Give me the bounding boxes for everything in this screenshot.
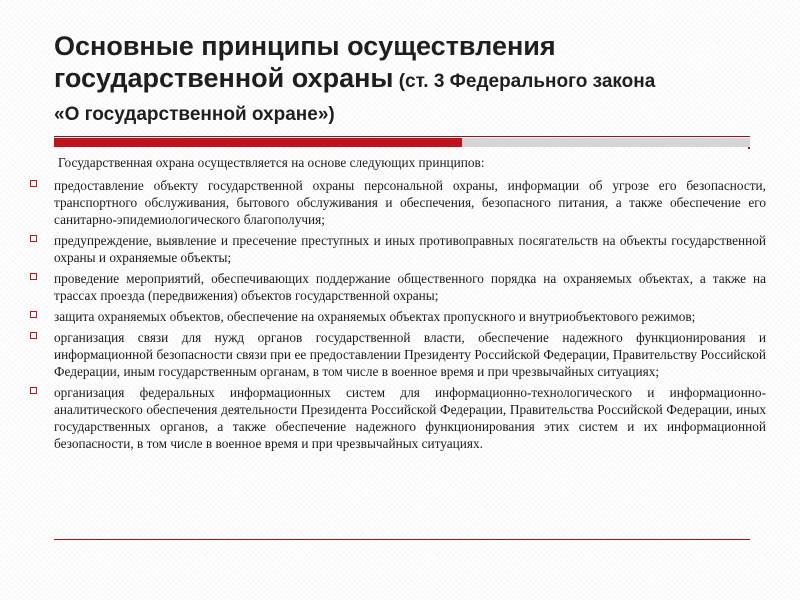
hollow-square-icon [30,311,37,318]
title-line-3: «О государственной охране») [54,104,335,125]
slide-body [30,154,766,456]
slide-title [54,30,754,131]
list-item [30,384,766,452]
list-item [30,308,766,325]
hollow-square-icon [30,332,37,339]
list-item-text: организация связи для нужд органов государственной власти, обеспечение надежного функционирования и информационной безопасности связи при ее предоставлении Президенту Российской Федерации, Правительству Российской Федерации, иным государственным органам, в том числе в военное время и при чрезвычайных ситуациях; [54,330,766,379]
list-item-text: предоставление объекту государственной охраны персональной охраны, информации об угрозе его безопасности, транспортного обслуживания, бытового обслуживания и обеспечения, безопасного питания, а также обеспечение его санитарно-эпидемиологического благополучия; [54,178,766,227]
list-item [30,177,766,228]
list-item-text: защита охраняемых объектов, обеспечение на охраняемых объектах пропускного и внутриобъектового режимов; [54,309,696,324]
list-item [30,270,766,304]
footer-rule [54,539,750,540]
list-item [30,232,766,266]
list-item-text: предупреждение, выявление и пресечение преступных и иных противоправных посягательств на объекты государственной охраны и охраняемые объекты; [54,233,766,265]
title-line-2-sub: (ст. 3 Федерального закона [393,71,656,92]
title-line-1: Основные принципы осуществления [54,31,556,61]
list-item-text: организация федеральных информационных систем для информационно-технологического и информационно-аналитического обеспечения деятельности Президента Российской Федерации, Правительства Российской Федерации, иных государственных органов, а также обеспечение надежного функционирования этих систем и их информационной безопасности, в том числе в военное время и при чрезвычайных ситуациях. [54,385,766,451]
hollow-square-icon [30,387,37,394]
list-item [30,329,766,380]
title-line-2-main: государственной охраны [54,63,394,93]
title-underline-thin [54,136,750,137]
intro-text: Государственная охрана осуществляется на основе следующих принципов: [58,155,485,170]
principles-list [30,177,766,452]
list-item-text: проведение мероприятий, обеспечивающих поддержание общественного порядка на охраняемых объектах, а также на трассах проезда (передвижения) объектов государственной охраны; [54,271,766,303]
hollow-square-icon [30,180,37,187]
title-line-2 [54,62,754,99]
hollow-square-icon [30,273,37,280]
hollow-square-icon [30,235,37,242]
title-underline-gray-bar [462,138,750,147]
title-underline-red-bar [54,138,462,147]
title-underline-dot [748,147,750,149]
